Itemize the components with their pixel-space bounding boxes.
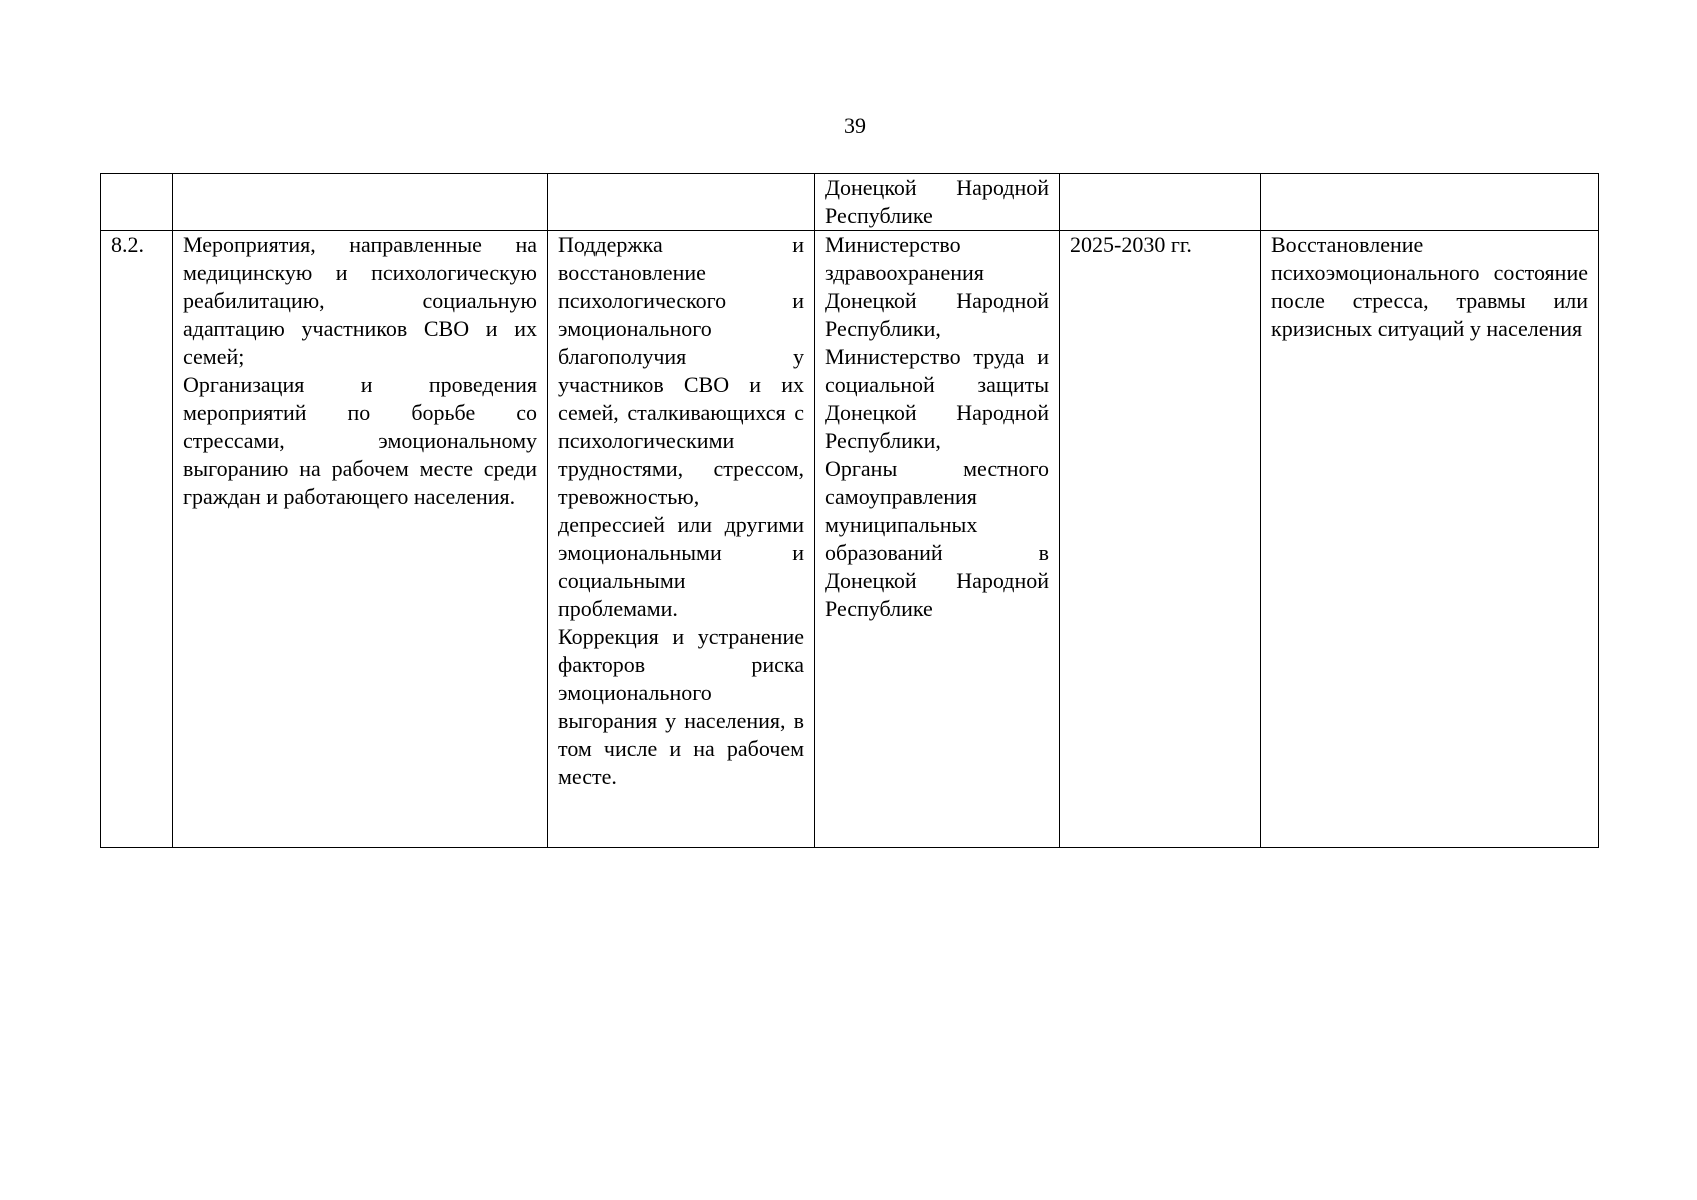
cell-result (1261, 174, 1599, 231)
cell-executors: Донецкой Народной Республике (815, 174, 1060, 231)
activities-table (100, 173, 1599, 848)
page-number: 39 (844, 113, 866, 138)
cell-num: 8.2. (101, 231, 173, 848)
cell-period (1060, 174, 1261, 231)
activity-text-2: Организация и проведения мероприятий по борьбе со стрессами, эмоциональному выгоранию на рабочем месте среди граждан и работающего населения. (183, 372, 537, 509)
cell-activity (173, 231, 548, 848)
cell-goal (548, 231, 815, 848)
executor-text-1: Министерство здравоохранения Донецкой Народной Республики, (825, 232, 1049, 341)
goal-text-2: Коррекция и устранение факторов риска эмоционального выгорания у населения, в том числе и на рабочем месте. (558, 624, 804, 789)
table-row (101, 231, 1599, 848)
executor-text-3: Органы местного самоуправления муниципальных образований в Донецкой Народной Республике (825, 456, 1049, 621)
cell-executors (815, 231, 1060, 848)
cell-goal (548, 174, 815, 231)
cell-num (101, 174, 173, 231)
executor-text-2: Министерство труда и социальной защиты Донецкой Народной Республики, (825, 344, 1049, 453)
cell-period: 2025-2030 гг. (1060, 231, 1261, 848)
cell-result: Восстановление психоэмоционального состояние после стресса, травмы или кризисных ситуаций у населения (1261, 231, 1599, 848)
goal-text-1: Поддержка и восстановление психологического и эмоционального благополучия у участников СВО и их семей, сталкивающихся с психологическими трудностями, стрессом, тревожностью, депрессией или другими эмоциональными и социальными проблемами. (558, 232, 804, 621)
table-row-continuation (101, 174, 1599, 231)
activity-text-1: Мероприятия, направленные на медицинскую и психологическую реабилитацию, социальную адаптацию участников СВО и их семей; (183, 232, 537, 369)
cell-activity (173, 174, 548, 231)
